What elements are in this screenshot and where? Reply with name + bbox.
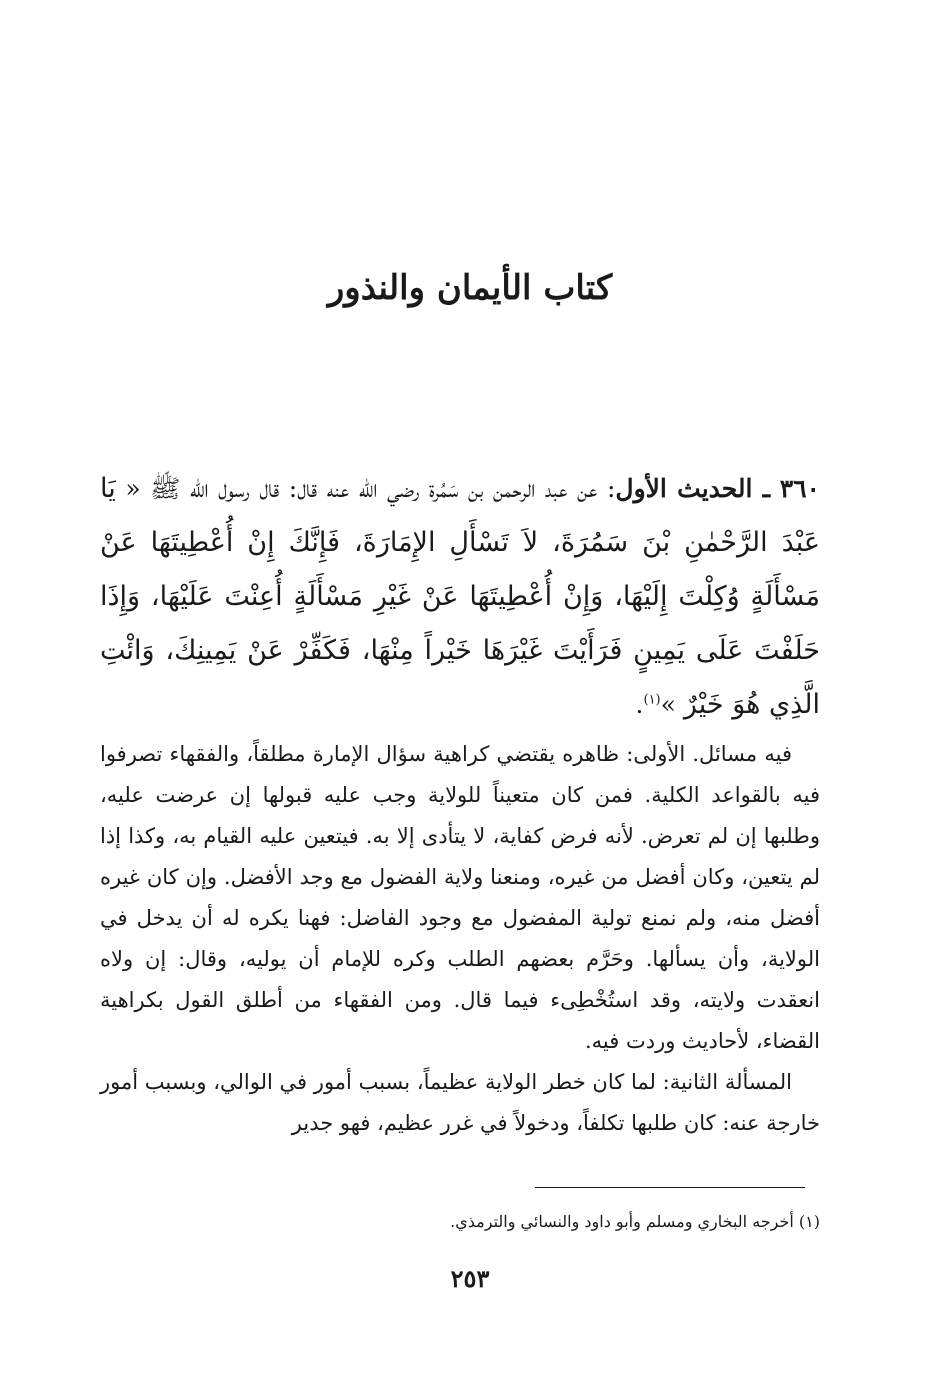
hadith-heading: ـ الحديث الأول — [615, 474, 771, 503]
hadith-number: ٣٦٠ — [779, 474, 820, 503]
footnote: (١) أخرجه البخاري ومسلم وأبو داود والنسائي والترمذي. — [450, 1212, 820, 1231]
hadith-end-mark: . — [635, 690, 644, 719]
commentary-paragraph: المسألة الثانية: لما كان خطر الولاية عظيماً، بسبب أمور في الوالي، وبسبب أمور خارجة عنه: كان طلبها تكلفاً، ودخولاً في غرر عظيم، فهو جدير — [100, 1070, 820, 1135]
commentary — [100, 734, 820, 1144]
footnote-reference: (١) — [643, 692, 661, 708]
commentary-paragraph: فيه مسائل. الأولى: ظاهره يقتضي كراهية سؤال الإمارة مطلقاً، والفقهاء تصرفوا فيه بالقواعد الكلية. فمن كان متعيناً للولاية وجب عليه قبولها إن عرضت عليه، وطلبها إن لم تعرض. لأنه فرض كفاية، لا يتأدى إلا به. فيتعين عليه القيام به، وكذا إذا لم يتعين، وكان أفضل من غيره، ومنعنا ولاية الفضول مع وجد الأفضل. وإن كان غيره أفضل منه، ولم نمنع تولية المفضول مع وجود الفاضل: فهنا يكره له أن يدخل في الولاية، وأن يسألها. وحَرَّم بعضهم الطلب وكره للإمام أن يوليه، وقال: إن ولاه انعقدت ولايته، وقد استُخْطِىء فيما قال. ومن الفقهاء من أطلق القول بكراهية القضاء، لأحاديث وردت فيه. — [100, 742, 820, 1053]
matn-close-quote: » — [660, 690, 676, 719]
chapter-title: كتاب الأيمان والنذور — [327, 268, 613, 308]
matn-open-quote: « — [125, 474, 141, 503]
hadith-text — [100, 462, 820, 732]
page-number: ٢٥٣ — [450, 1264, 490, 1293]
hadith-matn: يَا عَبْدَ الرَّحْمٰنِ بْنَ سَمُرَةَ، لاَ تَسْأَلِ الإِمَارَةَ، فَإِنَّكَ إِنْ أُعْطِيتَهَا عَنْ مَسْأَلَةٍ وُكِلْتَ إِلَيْهَا، وَإِنْ أُعْطِيتَهَا عَنْ غَيْرِ مَسْأَلَةٍ أُعِنْتَ عَلَيْهَا، وَإِذَا حَلَفْتَ عَلَى يَمِينٍ فَرَأَيْتَ غَيْرَهَا خَيْراً مِنْهَا، فَكَفِّرْ عَنْ يَمِينِكَ، وَائْتِ الَّذِي هُوَ خَيْرٌ — [100, 473, 820, 720]
footnote-separator — [535, 1187, 805, 1188]
hadith-isnad: : عن عبد الرحمن بن سَمُرة رضي الله عنه قال: قال رسول الله ﷺ — [150, 474, 616, 503]
